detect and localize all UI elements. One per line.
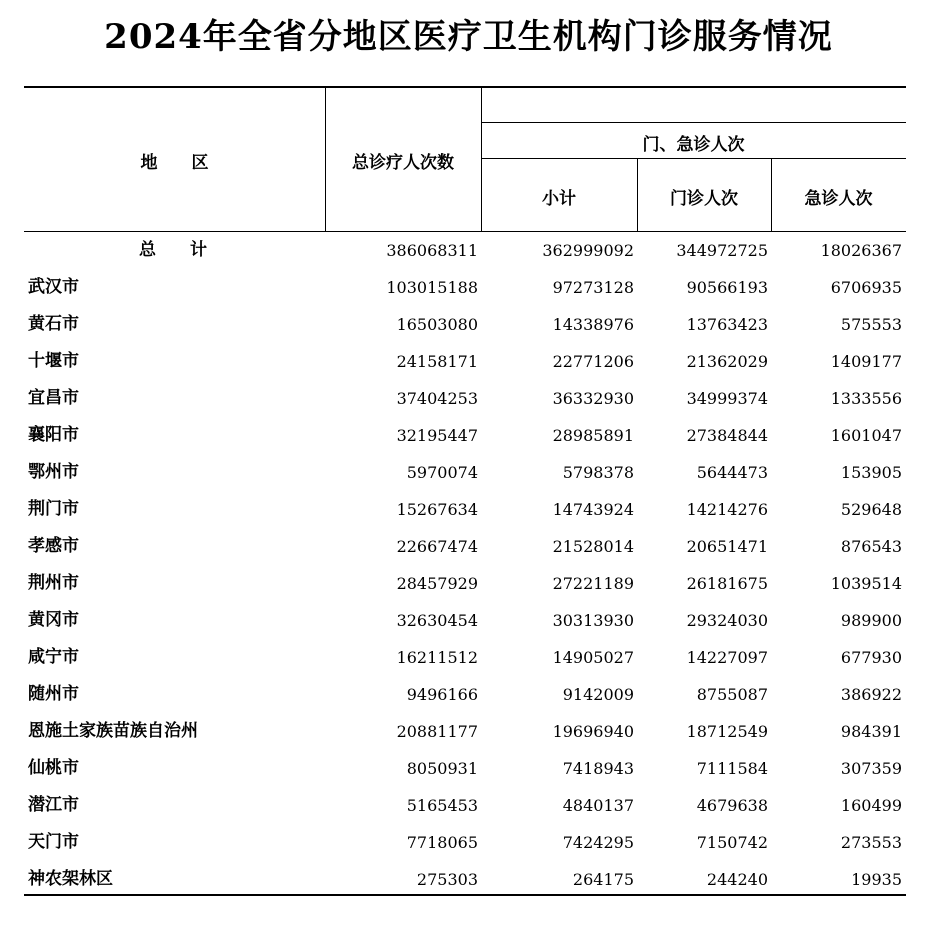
region-name: 鄂州市 xyxy=(28,462,79,482)
subtotal-value: 36332930 xyxy=(552,389,634,408)
header-emergency: 急诊人次 xyxy=(804,189,873,209)
total-visits-value: 7718065 xyxy=(406,833,478,852)
subtotal-value: 19696940 xyxy=(552,722,634,741)
header-region: 地 区 xyxy=(140,153,209,173)
region-name: 仙桃市 xyxy=(28,758,79,778)
region-name: 荆州市 xyxy=(28,573,79,593)
table-row xyxy=(24,269,906,306)
region-name: 天门市 xyxy=(28,832,79,852)
top-rule xyxy=(24,86,906,88)
emergency-value: 1601047 xyxy=(830,426,902,445)
table-row xyxy=(24,417,906,454)
page-title: 2024年全省分地区医疗卫生机构门诊服务情况 xyxy=(104,17,833,57)
table-row xyxy=(24,639,906,676)
subtotal-value: 14905027 xyxy=(552,648,634,667)
emergency-value: 386922 xyxy=(840,685,902,704)
emergency-value: 575553 xyxy=(840,315,902,334)
total-label: 总 计 xyxy=(139,240,207,260)
table-row xyxy=(24,713,906,750)
emergency-value: 153905 xyxy=(840,463,902,482)
table-row xyxy=(24,565,906,602)
table-row xyxy=(24,380,906,417)
outpatient-value: 5644473 xyxy=(696,463,768,482)
emergency-value: 529648 xyxy=(840,500,902,519)
table-body xyxy=(24,232,906,898)
outpatient-value: 8755087 xyxy=(696,685,768,704)
region-name: 黄石市 xyxy=(28,314,79,334)
total-visits-value: 5165453 xyxy=(406,796,478,815)
region-name: 宜昌市 xyxy=(28,388,79,408)
header-outpatient: 门诊人次 xyxy=(670,189,738,209)
region-name: 十堰市 xyxy=(28,351,79,371)
emergency-value: 307359 xyxy=(840,759,902,778)
outpatient-value: 21362029 xyxy=(686,352,768,371)
total-visits-value: 9496166 xyxy=(406,685,478,704)
outpatient-value: 344972725 xyxy=(676,241,768,260)
total-visits-value: 24158171 xyxy=(396,352,478,371)
table-row xyxy=(24,491,906,528)
outpatient-value: 34999374 xyxy=(686,389,768,408)
emergency-value: 1039514 xyxy=(830,574,902,593)
total-visits-value: 32630454 xyxy=(396,611,478,630)
header-group: 门、急诊人次 xyxy=(642,135,745,155)
outpatient-value: 20651471 xyxy=(686,537,768,556)
table-row xyxy=(24,676,906,713)
table-row xyxy=(24,861,906,898)
emergency-value: 876543 xyxy=(840,537,902,556)
total-row xyxy=(24,232,906,269)
total-visits-value: 386068311 xyxy=(386,241,478,260)
header-total-visits: 总诊疗人次数 xyxy=(352,153,454,173)
table-row xyxy=(24,602,906,639)
region-name: 孝感市 xyxy=(28,536,79,556)
emergency-value: 1333556 xyxy=(830,389,902,408)
total-visits-value: 20881177 xyxy=(396,722,478,741)
subtotal-value: 264175 xyxy=(572,870,634,889)
total-visits-value: 22667474 xyxy=(396,537,478,556)
region-name: 恩施土家族苗族自治州 xyxy=(28,721,198,741)
outpatient-value: 244240 xyxy=(706,870,768,889)
total-visits-value: 275303 xyxy=(416,870,478,889)
subtotal-value: 27221189 xyxy=(552,574,634,593)
table-row xyxy=(24,750,906,787)
header-divider xyxy=(481,86,482,232)
region-name: 黄冈市 xyxy=(28,610,79,630)
region-name: 神农架林区 xyxy=(28,869,113,889)
emergency-value: 160499 xyxy=(840,796,902,815)
emergency-value: 19935 xyxy=(851,870,902,889)
emergency-value: 677930 xyxy=(840,648,902,667)
region-name: 咸宁市 xyxy=(28,647,79,667)
outpatient-value: 14214276 xyxy=(686,500,768,519)
subtotal-value: 362999092 xyxy=(542,241,634,260)
subtotal-value: 4840137 xyxy=(562,796,634,815)
total-visits-value: 8050931 xyxy=(406,759,478,778)
region-name: 武汉市 xyxy=(28,277,79,297)
outpatient-value: 7150742 xyxy=(696,833,768,852)
total-visits-value: 15267634 xyxy=(396,500,478,519)
header-rule xyxy=(481,122,906,123)
table-row xyxy=(24,528,906,565)
subtotal-value: 30313930 xyxy=(552,611,634,630)
emergency-value: 18026367 xyxy=(820,241,902,260)
emergency-value: 273553 xyxy=(840,833,902,852)
total-visits-value: 28457929 xyxy=(396,574,478,593)
table-row xyxy=(24,343,906,380)
table-row xyxy=(24,787,906,824)
subtotal-value: 5798378 xyxy=(562,463,634,482)
emergency-value: 1409177 xyxy=(830,352,902,371)
subtotal-value: 7418943 xyxy=(562,759,634,778)
emergency-value: 989900 xyxy=(840,611,902,630)
outpatient-value: 4679638 xyxy=(696,796,768,815)
region-name: 襄阳市 xyxy=(28,425,79,445)
region-name: 随州市 xyxy=(28,684,79,704)
subtotal-value: 22771206 xyxy=(552,352,634,371)
subtotal-value: 7424295 xyxy=(562,833,634,852)
subtotal-value: 21528014 xyxy=(552,537,634,556)
subtotal-value: 97273128 xyxy=(552,278,634,297)
emergency-value: 984391 xyxy=(840,722,902,741)
outpatient-value: 26181675 xyxy=(686,574,768,593)
subtotal-value: 28985891 xyxy=(552,426,634,445)
total-visits-value: 16211512 xyxy=(396,648,478,667)
region-rows xyxy=(24,269,906,898)
outpatient-value: 29324030 xyxy=(686,611,768,630)
total-visits-value: 16503080 xyxy=(396,315,478,334)
table-row xyxy=(24,306,906,343)
subtotal-value: 9142009 xyxy=(562,685,634,704)
region-name: 潜江市 xyxy=(28,795,79,815)
total-visits-value: 5970074 xyxy=(406,463,478,482)
header-rule xyxy=(481,158,906,159)
outpatient-value: 14227097 xyxy=(686,648,768,667)
header-subtotal: 小计 xyxy=(542,189,576,209)
outpatient-value: 90566193 xyxy=(686,278,768,297)
emergency-value: 6706935 xyxy=(830,278,902,297)
subtotal-value: 14338976 xyxy=(552,315,634,334)
total-visits-value: 37404253 xyxy=(396,389,478,408)
outpatient-value: 7111584 xyxy=(696,759,768,778)
region-name: 荆门市 xyxy=(28,499,79,519)
table-row xyxy=(24,454,906,491)
subtotal-value: 14743924 xyxy=(552,500,634,519)
table-row xyxy=(24,824,906,861)
outpatient-value: 18712549 xyxy=(686,722,768,741)
outpatient-value: 27384844 xyxy=(686,426,768,445)
total-visits-value: 103015188 xyxy=(386,278,478,297)
total-visits-value: 32195447 xyxy=(396,426,478,445)
bottom-rule xyxy=(24,894,906,896)
outpatient-value: 13763423 xyxy=(686,315,768,334)
